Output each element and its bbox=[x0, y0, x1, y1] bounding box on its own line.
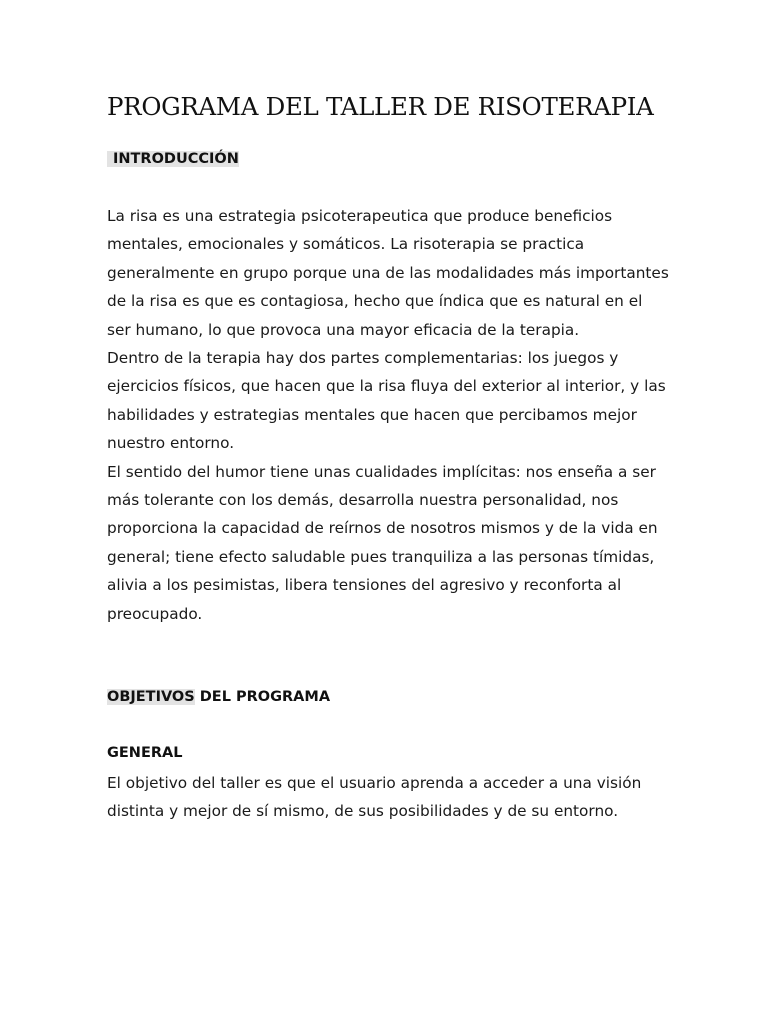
text-line: La risa es una estrategia psicoterapeutica que produce beneficios bbox=[107, 207, 613, 225]
text-line: de la risa es que es contagiosa, hecho que índica que es natural en el bbox=[107, 292, 643, 311]
text-line: preocupado. bbox=[107, 604, 203, 623]
text-line: habilidades y estrategias mentales que hacen que percibamos mejor bbox=[107, 405, 637, 424]
introduccion-heading bbox=[107, 151, 239, 167]
text-line: Dentro de la terapia hay dos partes complementarias: los juegos y bbox=[107, 349, 619, 368]
page-title: PROGRAMA DEL TALLER DE RISOTERAPIA bbox=[107, 92, 654, 121]
text-line: mentales, emocionales y somáticos. La risoterapia se practica bbox=[107, 235, 585, 254]
text-line: distinta y mejor de sí mismo, de sus posibilidades y de su entorno. bbox=[107, 802, 619, 821]
text-line: El objetivo del taller es que el usuario aprenda a acceder a una visión bbox=[107, 774, 642, 792]
objetivos-heading-highlight: OBJETIVOS bbox=[107, 689, 195, 705]
text-line: ejercicios físicos, que hacen que la risa fluya del exterior al interior, y las bbox=[107, 377, 666, 396]
text-line: proporciona la capacidad de reírnos de nosotros mismos y de la vida en bbox=[107, 519, 658, 538]
text-line: más tolerante con los demás, desarrolla nuestra personalidad, nos bbox=[107, 491, 619, 510]
general-body bbox=[107, 769, 677, 826]
text-line: El sentido del humor tiene unas cualidades implícitas: nos enseña a ser bbox=[107, 462, 656, 481]
introduccion-heading-text: INTRODUCCIÓN bbox=[107, 151, 239, 167]
objetivos-heading-rest: DEL PROGRAMA bbox=[194, 689, 331, 705]
text-line: ser humano, lo que provoca una mayor eficacia de la terapia. bbox=[107, 320, 580, 339]
text-line: nuestro entorno. bbox=[107, 434, 235, 453]
text-line: alivia a los pesimistas, libera tensiones del agresivo y reconforta al bbox=[107, 576, 622, 595]
general-heading: GENERAL bbox=[107, 745, 183, 761]
text-line: general; tiene efecto saludable pues tranquiliza a las personas tímidas, bbox=[107, 547, 655, 566]
text-line: generalmente en grupo porque una de las modalidades más importantes bbox=[107, 263, 669, 282]
introduccion-body bbox=[107, 202, 677, 628]
objetivos-heading bbox=[107, 689, 330, 705]
